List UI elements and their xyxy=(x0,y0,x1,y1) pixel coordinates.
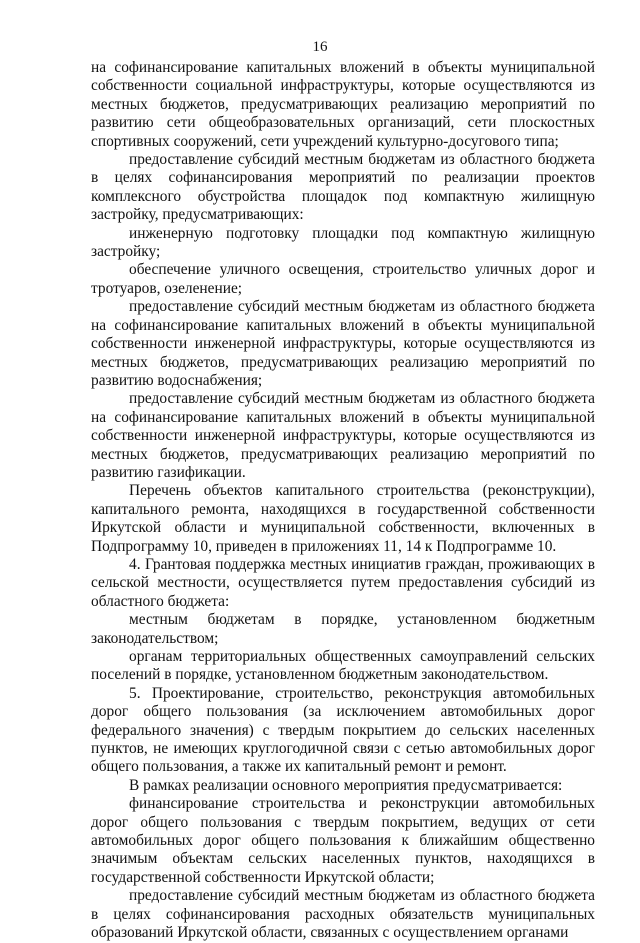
paragraph-10: органам территориальных общественных самоуправлений сельских поселений в порядке, установленном бюджетным законодательством. xyxy=(91,648,595,684)
paragraph-7: Перечень объектов капитального строительства (реконструкции), капитального ремонта, находящихся в государственной собственности Иркутской области и муниципальной собственности, включенных в Подпрограмму 10, приведен в приложениях 11, 14 к Подпрограмме 10. xyxy=(91,482,595,555)
document-body xyxy=(91,59,595,943)
paragraph-2: предоставление субсидий местным бюджетам из областного бюджета в целях софинансирования мероприятий по реализации проектов комплексного обустройства площадок под компактную жилищную застройку, предусматривающих: xyxy=(91,151,595,224)
paragraph-11: 5. Проектирование, строительство, реконструкция автомобильных дорог общего пользования (за исключением автомобильных дорог федерального значения) с твердым покрытием до сельских населенных пунктов, не имеющих круглогодичной связи с сетью автомобильных дорог общего пользования, а также их капитальный ремонт и ремонт. xyxy=(91,684,595,776)
paragraph-1: на софинансирование капитальных вложений в объекты муниципальной собственности социальной инфраструктуры, которые осуществляются из местных бюджетов, предусматривающих реализацию мероприятий по развитию сети общеобразовательных организаций, сети плоскостных спортивных сооружений, сети учреждений культурно-досугового типа; xyxy=(91,59,595,150)
paragraph-12: В рамках реализации основного мероприятия предусматривается: xyxy=(129,776,563,794)
paragraph-6: предоставление субсидий местным бюджетам из областного бюджета на софинансирование капитальных вложений в объекты муниципальной собственности инженерной инфраструктуры, которые осуществляются из местных бюджетов, предусматривающих реализацию мероприятий по развитию газификации. xyxy=(91,390,595,481)
paragraph-3: инженерную подготовку площадки под компактную жилищную застройку; xyxy=(91,224,595,261)
paragraph-8: 4. Грантовая поддержка местных инициатив граждан, проживающих в сельской местности, осуществляется путем предоставления субсидий из областного бюджета: xyxy=(91,555,595,610)
page-number: 16 xyxy=(312,39,328,55)
paragraph-9: местным бюджетам в порядке, установленном бюджетным законодательством; xyxy=(91,611,595,647)
paragraph-4: обеспечение уличного освещения, строительство уличных дорог и тротуаров, озеленение; xyxy=(91,261,595,297)
paragraph-13: финансирование строительства и реконструкции автомобильных дорог общего пользования с твердым покрытием, ведущих от сети автомобильных дорог общего пользования к ближайшим общественно значимым объектам сельских населенных пунктов, находящихся в государственной собственности Иркутской области; xyxy=(91,795,595,886)
paragraph-14: предоставление субсидий местным бюджетам из областного бюджета в целях софинансирования расходных обязательств муниципальных образований Иркутской области, связанных с осуществлением органами xyxy=(91,887,595,942)
paragraph-5: предоставление субсидий местным бюджетам из областного бюджета на софинансирование капитальных вложений в объекты муниципальной собственности инженерной инфраструктуры, которые осуществляются из местных бюджетов, предусматривающих реализацию мероприятий по развитию водоснабжения; xyxy=(91,298,595,389)
